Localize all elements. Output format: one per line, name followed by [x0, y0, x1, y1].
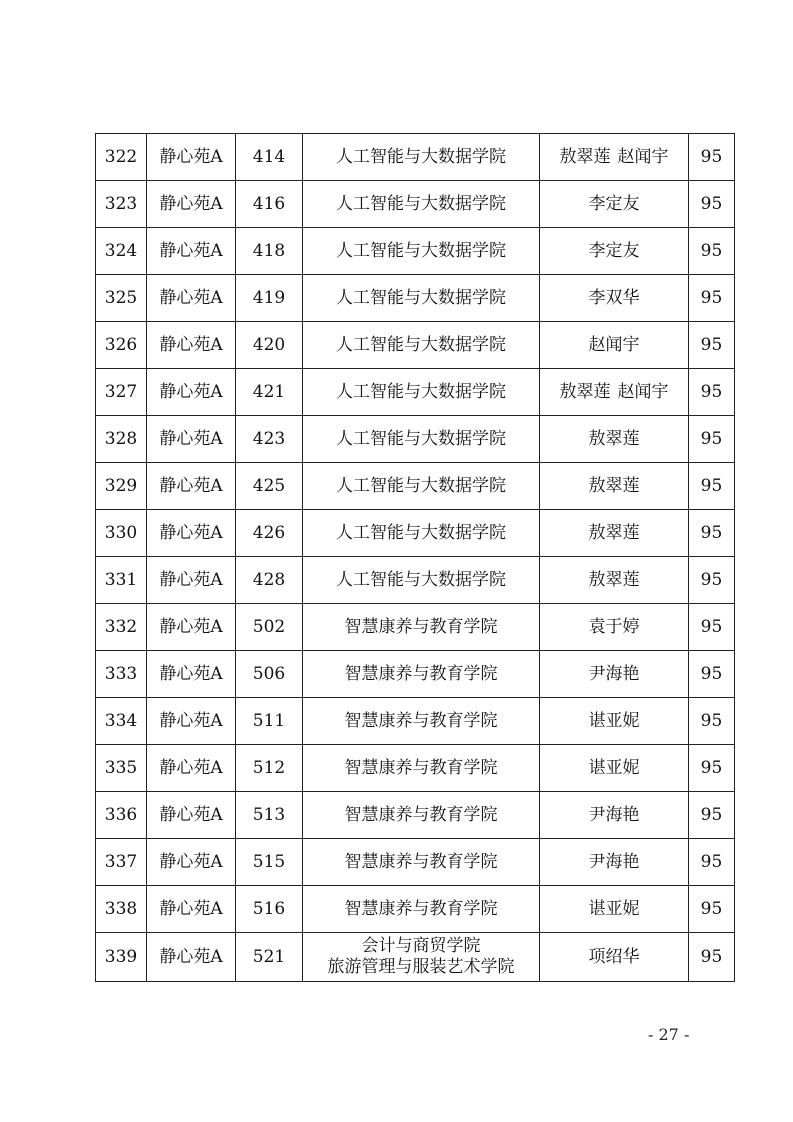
cell-building: 静心苑A: [147, 322, 236, 369]
table-row: [96, 275, 735, 322]
cell-college: [303, 463, 540, 510]
college-name: 人工智能与大数据学院: [336, 569, 506, 590]
cell-instructors: [540, 369, 689, 416]
instructor-name: 敖翠莲: [588, 475, 640, 496]
cell-score: 95: [689, 322, 735, 369]
cell-number: 333: [96, 651, 147, 698]
cell-college: [303, 792, 540, 839]
cell-room: 421: [236, 369, 303, 416]
cell-building: 静心苑A: [147, 839, 236, 886]
cell-building: 静心苑A: [147, 698, 236, 745]
cell-instructors: [540, 510, 689, 557]
instructor-name: 赵闻宇: [617, 381, 669, 402]
college-name: 人工智能与大数据学院: [336, 475, 506, 496]
cell-building: 静心苑A: [147, 228, 236, 275]
cell-score: 95: [689, 557, 735, 604]
cell-score: 95: [689, 463, 735, 510]
cell-instructors: [540, 322, 689, 369]
cell-number: 324: [96, 228, 147, 275]
cell-building: 静心苑A: [147, 275, 236, 322]
cell-instructors: [540, 698, 689, 745]
instructor-name: 敖翠莲: [588, 522, 640, 543]
cell-building: 静心苑A: [147, 745, 236, 792]
college-name: 人工智能与大数据学院: [336, 240, 506, 261]
cell-college: [303, 651, 540, 698]
cell-number: 323: [96, 181, 147, 228]
instructor-name: 敖翠莲: [588, 428, 640, 449]
cell-instructors: [540, 134, 689, 181]
college-name: 智慧康养与教育学院: [344, 616, 498, 637]
cell-room: 419: [236, 275, 303, 322]
cell-building: 静心苑A: [147, 651, 236, 698]
table-row: [96, 933, 735, 982]
cell-number: 327: [96, 369, 147, 416]
instructor-name: 赵闻宇: [617, 146, 669, 167]
table-row: [96, 416, 735, 463]
college-name: 人工智能与大数据学院: [336, 146, 506, 167]
cell-building: 静心苑A: [147, 134, 236, 181]
table-row: [96, 134, 735, 181]
cell-room: 418: [236, 228, 303, 275]
instructor-name: 谌亚妮: [588, 757, 640, 778]
college-name: 人工智能与大数据学院: [336, 334, 506, 355]
cell-room: 512: [236, 745, 303, 792]
instructor-name: 尹海艳: [588, 851, 640, 872]
cell-instructors: [540, 745, 689, 792]
college-name: 智慧康养与教育学院: [344, 710, 498, 731]
cell-score: 95: [689, 933, 735, 982]
instructor-name: 敖翠莲: [588, 569, 640, 590]
cell-instructors: [540, 181, 689, 228]
cell-number: 334: [96, 698, 147, 745]
cell-room: 502: [236, 604, 303, 651]
table-row: [96, 839, 735, 886]
cell-number: 337: [96, 839, 147, 886]
cell-number: 325: [96, 275, 147, 322]
cell-instructors: [540, 275, 689, 322]
cell-room: 428: [236, 557, 303, 604]
cell-college: [303, 933, 540, 982]
cell-number: 339: [96, 933, 147, 982]
instructor-name: 袁于婷: [588, 616, 640, 637]
table-body: [96, 134, 735, 982]
college-name: 智慧康养与教育学院: [344, 851, 498, 872]
college-name: 智慧康养与教育学院: [344, 757, 498, 778]
cell-college: [303, 416, 540, 463]
table-row: [96, 181, 735, 228]
cell-room: 426: [236, 510, 303, 557]
cell-score: 95: [689, 369, 735, 416]
college-name: 人工智能与大数据学院: [336, 522, 506, 543]
cell-score: 95: [689, 228, 735, 275]
cell-college: [303, 510, 540, 557]
cell-room: 414: [236, 134, 303, 181]
cell-building: 静心苑A: [147, 463, 236, 510]
cell-building: 静心苑A: [147, 933, 236, 982]
cell-score: 95: [689, 886, 735, 933]
cell-instructors: [540, 933, 689, 982]
cell-number: 332: [96, 604, 147, 651]
cell-room: 416: [236, 181, 303, 228]
cell-room: 420: [236, 322, 303, 369]
cell-college: [303, 181, 540, 228]
college-name: 人工智能与大数据学院: [336, 428, 506, 449]
cell-instructors: [540, 557, 689, 604]
instructor-name: 尹海艳: [588, 804, 640, 825]
cell-room: 515: [236, 839, 303, 886]
college-name: 会计与商贸学院: [361, 936, 481, 956]
dormitory-score-table: [95, 133, 735, 982]
cell-room: 513: [236, 792, 303, 839]
table-row: [96, 369, 735, 416]
college-name: 智慧康养与教育学院: [344, 898, 498, 919]
instructor-name: 谌亚妮: [588, 710, 640, 731]
cell-score: 95: [689, 792, 735, 839]
table-row: [96, 886, 735, 933]
table-row: [96, 604, 735, 651]
cell-instructors: [540, 416, 689, 463]
instructor-name: 赵闻宇: [588, 334, 640, 355]
college-name: 智慧康养与教育学院: [344, 804, 498, 825]
cell-building: 静心苑A: [147, 604, 236, 651]
instructor-name: 尹海艳: [588, 663, 640, 684]
instructor-name: 李定友: [588, 240, 640, 261]
page-number: - 27 -: [648, 1025, 690, 1044]
cell-score: 95: [689, 604, 735, 651]
cell-room: 423: [236, 416, 303, 463]
cell-building: 静心苑A: [147, 792, 236, 839]
cell-college: [303, 745, 540, 792]
table-row: [96, 463, 735, 510]
table-row: [96, 792, 735, 839]
cell-score: 95: [689, 416, 735, 463]
cell-college: [303, 228, 540, 275]
cell-instructors: [540, 886, 689, 933]
cell-building: 静心苑A: [147, 510, 236, 557]
cell-college: [303, 275, 540, 322]
college-name: 人工智能与大数据学院: [336, 381, 506, 402]
cell-number: 338: [96, 886, 147, 933]
college-name: 人工智能与大数据学院: [336, 287, 506, 308]
cell-instructors: [540, 604, 689, 651]
cell-college: [303, 322, 540, 369]
cell-score: 95: [689, 698, 735, 745]
cell-college: [303, 557, 540, 604]
table-row: [96, 698, 735, 745]
cell-score: 95: [689, 839, 735, 886]
cell-room: 425: [236, 463, 303, 510]
cell-instructors: [540, 792, 689, 839]
cell-room: 521: [236, 933, 303, 982]
table-row: [96, 745, 735, 792]
cell-number: 322: [96, 134, 147, 181]
cell-room: 511: [236, 698, 303, 745]
cell-room: 516: [236, 886, 303, 933]
cell-building: 静心苑A: [147, 886, 236, 933]
table-row: [96, 651, 735, 698]
instructor-name: 敖翠莲: [559, 146, 611, 167]
cell-college: [303, 698, 540, 745]
college-name: 旅游管理与服装艺术学院: [327, 957, 515, 977]
cell-instructors: [540, 651, 689, 698]
cell-college: [303, 839, 540, 886]
cell-score: 95: [689, 134, 735, 181]
table-row: [96, 228, 735, 275]
cell-instructors: [540, 839, 689, 886]
cell-college: [303, 369, 540, 416]
cell-college: [303, 134, 540, 181]
cell-instructors: [540, 463, 689, 510]
cell-number: 328: [96, 416, 147, 463]
cell-building: 静心苑A: [147, 416, 236, 463]
instructor-name: 谌亚妮: [588, 898, 640, 919]
college-name: 智慧康养与教育学院: [344, 663, 498, 684]
cell-room: 506: [236, 651, 303, 698]
cell-instructors: [540, 228, 689, 275]
table-row: [96, 322, 735, 369]
instructor-name: 项绍华: [588, 946, 640, 967]
table-row: [96, 557, 735, 604]
cell-building: 静心苑A: [147, 181, 236, 228]
cell-number: 335: [96, 745, 147, 792]
cell-building: 静心苑A: [147, 369, 236, 416]
cell-number: 336: [96, 792, 147, 839]
cell-college: [303, 886, 540, 933]
cell-score: 95: [689, 275, 735, 322]
cell-number: 329: [96, 463, 147, 510]
cell-number: 331: [96, 557, 147, 604]
cell-score: 95: [689, 510, 735, 557]
cell-score: 95: [689, 181, 735, 228]
cell-score: 95: [689, 745, 735, 792]
cell-college: [303, 604, 540, 651]
instructor-name: 李双华: [588, 287, 640, 308]
cell-number: 330: [96, 510, 147, 557]
instructor-name: 敖翠莲: [559, 381, 611, 402]
college-name: 人工智能与大数据学院: [336, 193, 506, 214]
instructor-name: 李定友: [588, 193, 640, 214]
cell-building: 静心苑A: [147, 557, 236, 604]
table-row: [96, 510, 735, 557]
cell-score: 95: [689, 651, 735, 698]
cell-number: 326: [96, 322, 147, 369]
